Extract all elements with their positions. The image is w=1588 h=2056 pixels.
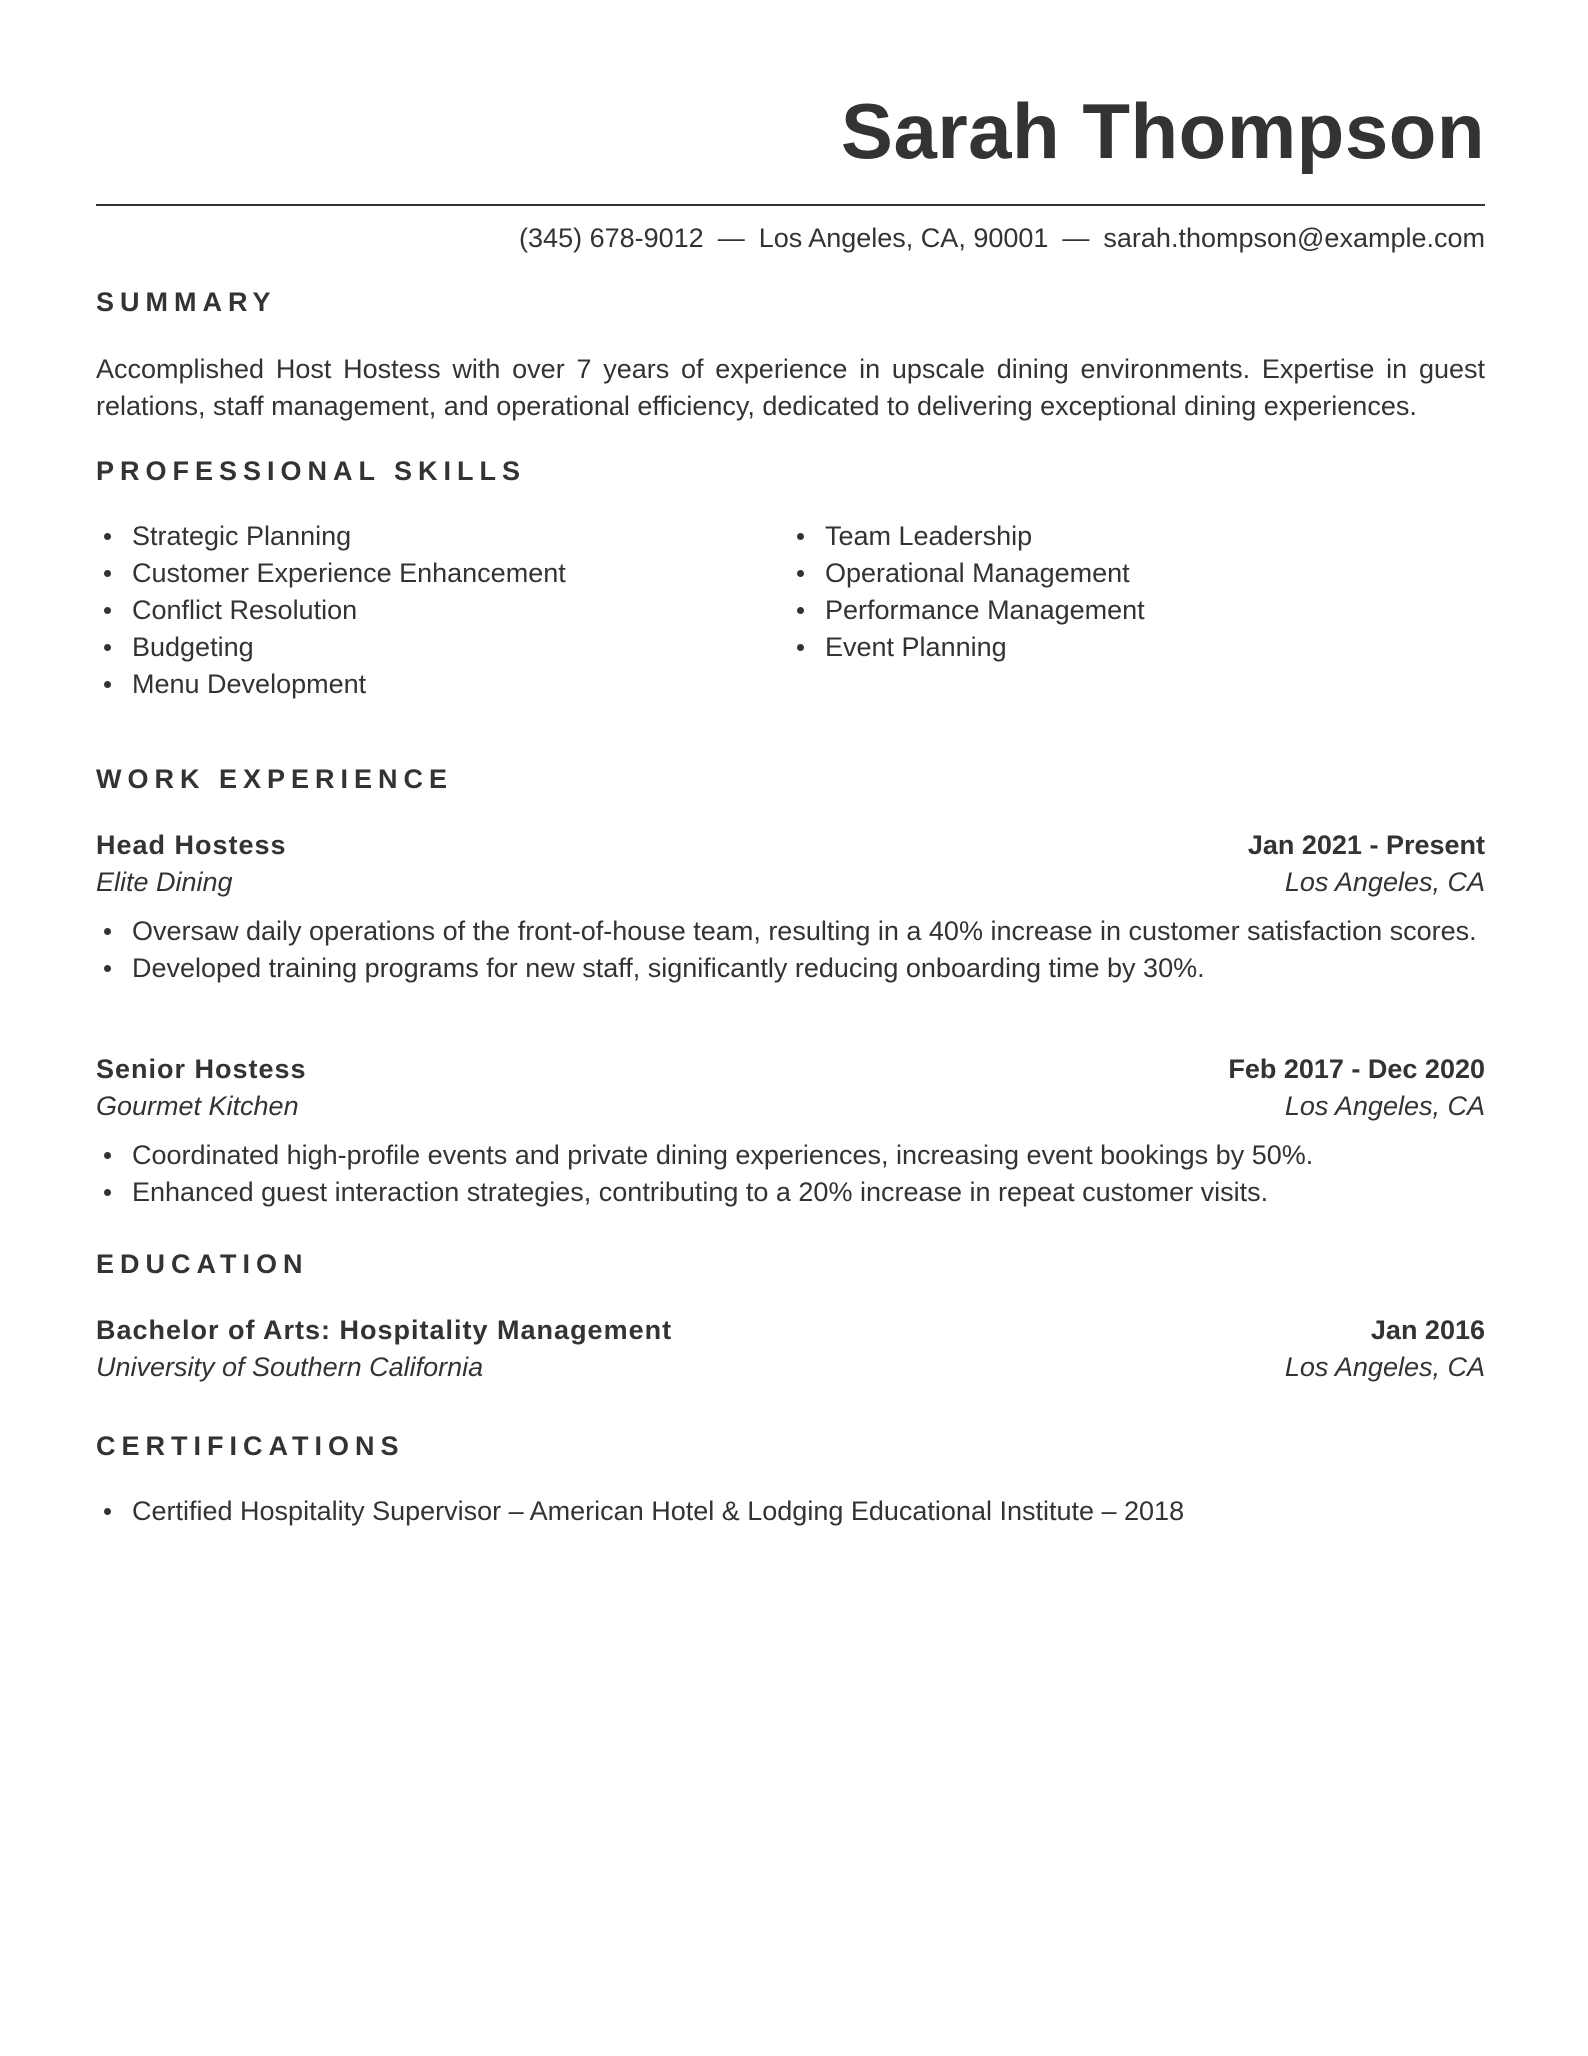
job-bullets [96, 1137, 1485, 1211]
section-title-certifications: CERTIFICATIONS [96, 1431, 405, 1461]
education-date: Jan 2016 [1370, 1315, 1485, 1345]
section-title-skills: PROFESSIONAL SKILLS [96, 456, 527, 486]
skill-item: Budgeting [96, 629, 566, 666]
education-header [96, 1312, 1485, 1349]
summary-text: Accomplished Host Hostess with over 7 years of experience in upscale dining environments. Expertise in guest relations, staff management, and operational efficiency, dedicated to delivering exceptional dining experiences. [96, 354, 1485, 421]
job-role: Head Hostess [96, 830, 287, 860]
job-header [96, 1051, 1485, 1088]
job-bullet: Developed training programs for new staff, significantly reducing onboarding time by 30%. [96, 950, 1485, 987]
job-header [96, 827, 1485, 864]
certification-item: Certified Hospitality Supervisor – American Hotel & Lodging Educational Institute – 2018 [96, 1493, 1184, 1530]
job-bullet: Coordinated high-profile events and private dining experiences, increasing event bookings by 50%. [96, 1137, 1485, 1174]
candidate-name: Sarah Thompson [840, 87, 1485, 175]
contact-line [519, 222, 1485, 254]
skill-item: Operational Management [789, 555, 1145, 592]
contact-location: Los Angeles, CA, 90001 [758, 223, 1049, 253]
skill-item: Strategic Planning [96, 518, 566, 555]
skill-item: Customer Experience Enhancement [96, 555, 566, 592]
skills-list-right [789, 518, 1145, 666]
contact-separator: — [717, 223, 745, 253]
section-title-education: EDUCATION [96, 1249, 309, 1279]
job-dates: Jan 2021 - Present [1247, 830, 1485, 860]
skill-item: Menu Development [96, 666, 566, 703]
skill-item: Team Leadership [789, 518, 1145, 555]
education-school: University of Southern California [96, 1352, 484, 1382]
section-title-summary: SUMMARY [96, 287, 277, 317]
job-company: Gourmet Kitchen [96, 1091, 299, 1121]
job-dates: Feb 2017 - Dec 2020 [1228, 1054, 1485, 1084]
skill-item: Event Planning [789, 629, 1145, 666]
job-location: Los Angeles, CA [1284, 1091, 1485, 1121]
job-company: Elite Dining [96, 867, 233, 897]
job-bullet: Oversaw daily operations of the front-of-house team, resulting in a 40% increase in customer satisfaction scores. [96, 913, 1485, 950]
job-role: Senior Hostess [96, 1054, 307, 1084]
contact-separator: — [1062, 223, 1090, 253]
education-location: Los Angeles, CA [1284, 1352, 1485, 1382]
certifications-list [96, 1493, 1184, 1530]
contact-email: sarah.thompson@example.com [1103, 223, 1485, 253]
job-bullet: Enhanced guest interaction strategies, contributing to a 20% increase in repeat customer visits. [96, 1174, 1485, 1211]
job-bullets [96, 913, 1485, 987]
job-subheader [96, 1088, 1485, 1125]
section-title-experience: WORK EXPERIENCE [96, 764, 454, 794]
job-subheader [96, 864, 1485, 901]
job-location: Los Angeles, CA [1284, 867, 1485, 897]
contact-phone: (345) 678-9012 [519, 223, 704, 253]
education-subheader [96, 1349, 1485, 1386]
education-degree: Bachelor of Arts: Hospitality Management [96, 1315, 673, 1345]
skill-item: Performance Management [789, 592, 1145, 629]
header-divider [96, 204, 1485, 206]
skills-list-left [96, 518, 566, 703]
skill-item: Conflict Resolution [96, 592, 566, 629]
